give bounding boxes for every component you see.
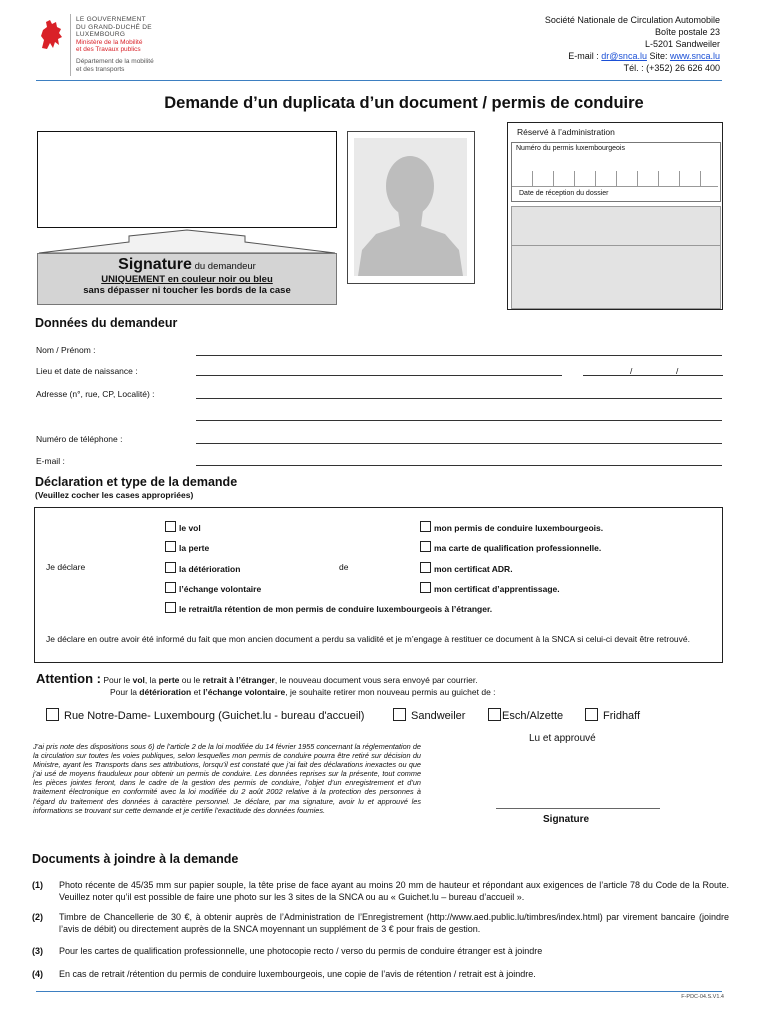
address-input-1[interactable]	[196, 398, 722, 399]
org-phone: Tél. : (+352) 26 626 400	[623, 63, 720, 73]
doc-text-4: En cas de retrait /rétention du permis de conduire luxembourgeois, une copie de l’avis de rétention / retrait est à joindre.	[59, 969, 536, 979]
office-options	[46, 708, 364, 722]
declaration-subheading: (Veuillez cocher les cases appropriées)	[35, 490, 194, 500]
checkbox-permis-lux[interactable]	[420, 521, 431, 532]
option-perte[interactable]: la perte	[165, 541, 209, 553]
doc-text-1: Photo récente de 45/35 mm sur papier souple, la tête prise de face ayant au moins 20 mm de hauteur et répondant aux exigences de l’article 78 du Code de la Route. Veuillez noter qu’il est possible de faire une photo sur les 3 sites de la SNCA ou au « Guichet.lu – bureau d’accueil ».	[59, 880, 729, 902]
person-silhouette-icon	[354, 138, 467, 276]
de-label: de	[339, 562, 349, 572]
checkbox-retrait-etranger[interactable]	[165, 602, 176, 613]
checkbox-office-esch[interactable]	[488, 708, 501, 721]
site-link[interactable]: www.snca.lu	[669, 51, 720, 61]
doc-num-2: (2)	[32, 912, 43, 922]
checkbox-office-sandweiler[interactable]	[393, 708, 406, 721]
option-adr[interactable]: mon certificat ADR.	[420, 562, 513, 574]
signature-field[interactable]	[37, 131, 337, 228]
checkbox-office-fridhaff[interactable]	[585, 708, 598, 721]
site-label: Site:	[646, 51, 670, 61]
office-esch[interactable]: Esch/Alzette	[488, 708, 563, 722]
birth-place-input[interactable]	[196, 375, 562, 376]
photo-frame[interactable]	[347, 131, 475, 284]
approval-text: Lu et approuvé	[529, 733, 596, 744]
up-arrow-shape	[37, 228, 337, 254]
declaration-statement: Je déclare en outre avoir été informé du fait que mon ancien document a perdu sa validité et je m’engage à restituer ce document à la SNCA si celui-ci devait être retrouvé.	[46, 634, 690, 644]
checkbox-echange[interactable]	[165, 582, 176, 593]
gov-line-1: LE GOUVERNEMENT	[76, 16, 146, 23]
phone-label: Numéro de téléphone :	[36, 434, 123, 444]
org-city: L-5201 Sandweiler	[644, 39, 720, 49]
org-name: Société Nationale de Circulation Automobile	[544, 15, 720, 25]
gov-line-2: DU GRAND-DUCHÉ DE LUXEMBOURG	[76, 23, 152, 39]
admin-date-label: Date de réception du dossier	[519, 190, 609, 197]
reception-date-field[interactable]	[511, 206, 721, 246]
signature-rule-1: UNIQUEMENT en couleur noir ou bleu	[101, 274, 273, 285]
applicant-heading: Données du demandeur	[35, 316, 178, 330]
option-retrait-etranger[interactable]: le retrait/la rétention de mon permis de conduire luxembourgeois à l’étranger.	[165, 602, 492, 614]
legal-notice: J’ai pris note des dispositions sous 6) de l’article 2 de la loi modifiée du 14 février 1955 concernant la réglementation de la circulation sur toutes les voies publiques, selon lesquelles mon permis de conduire pourra être retiré sur décision du Ministre, ayant les Transports dans ses attributions, lorsqu’il est constaté que j’ai fait des déclarations inexactes ou que j’ai usé de moyens frauduleux pour obtenir un permis de conduire. Les données reprises sur la présente, tout comme les pièces jointes feront, dans le cadre de la gestion des permis de conduire, l’objet d’un enregistrement et d’un traitement électronique en conformité avec la loi modifiée du 2 août 2002 relative à la protection des personnes à l’égard du traitement des données à caractère personnel. Je déclare, par ma signature, avoir lu et approuvé les informations se trouvant sur cette demande et je certifie l’exactitude des données fournies.	[33, 742, 421, 815]
gov-line-6: et des transports	[76, 65, 125, 73]
birth-date-sep-2: /	[676, 366, 679, 376]
signature-title: Signature	[118, 256, 192, 273]
doc-text-2: Timbre de Chancellerie de 30 €, à obtenir auprès de l’Administration de l’Enregistrement (http://www.aed.public.lu/timbres/index.html) par virement bancaire (joindre l’avis de débit) ou directement auprès de la SNCA moyennant un supplément de 3 € pour frais de gestion.	[59, 912, 729, 934]
red-lion-icon	[36, 18, 66, 52]
license-number-field[interactable]	[512, 171, 718, 187]
office-sandweiler[interactable]: Sandweiler	[393, 708, 465, 722]
birth-date-input[interactable]	[583, 375, 723, 376]
option-permis-lux[interactable]: mon permis de conduire luxembourgeois.	[420, 521, 603, 533]
gov-line-5: Département de la mobilité	[76, 57, 154, 65]
documents-heading: Documents à joindre à la demande	[32, 852, 239, 866]
option-apprentissage[interactable]: mon certificat d’apprentissage.	[420, 582, 560, 594]
admin-license-label: Numéro du permis luxembourgeois	[516, 145, 625, 152]
phone-input[interactable]	[196, 443, 722, 444]
signature-rule-2: sans dépasser ni toucher les bords de la case	[83, 285, 291, 296]
office-fridhaff[interactable]: Fridhaff	[585, 708, 640, 722]
signature-instructions	[37, 253, 337, 305]
address-input-2[interactable]	[196, 420, 722, 421]
option-echange[interactable]: l’échange volontaire	[165, 582, 261, 594]
declaration-box	[34, 507, 723, 663]
checkbox-perte[interactable]	[165, 541, 176, 552]
declaration-heading: Déclaration et type de la demande	[35, 475, 238, 489]
doc-num-4: (4)	[32, 969, 43, 979]
address-label: Adresse (n°, rue, CP, Localité) :	[36, 389, 155, 399]
checkbox-carte-qualif[interactable]	[420, 541, 431, 552]
birth-label: Lieu et date de naissance :	[36, 366, 138, 376]
je-declare-label: Je déclare	[46, 562, 86, 572]
footer-code: F-PDC-04.S.V1.4	[681, 994, 724, 1000]
option-carte-qualif[interactable]: ma carte de qualification professionnelle.	[420, 541, 601, 553]
attention-label: Attention :	[36, 671, 101, 686]
doc-num-1: (1)	[32, 880, 43, 890]
header-rule	[36, 80, 722, 81]
org-postbox: Boîte postale 23	[654, 27, 720, 37]
applicant-signature-line[interactable]	[496, 808, 660, 809]
option-deterioration[interactable]: la détérioration	[165, 562, 240, 574]
email-label: E-mail :	[568, 51, 602, 61]
footer-rule	[36, 991, 722, 992]
checkbox-vol[interactable]	[165, 521, 176, 532]
checkbox-deterioration[interactable]	[165, 562, 176, 573]
admin-reserved-box	[507, 122, 723, 310]
email-label-field: E-mail :	[36, 456, 65, 466]
checkbox-adr[interactable]	[420, 562, 431, 573]
name-input[interactable]	[196, 355, 722, 356]
doc-num-3: (3)	[32, 946, 43, 956]
government-logo	[36, 14, 196, 78]
name-label: Nom / Prénom :	[36, 345, 96, 355]
office-luxembourg[interactable]: Rue Notre-Dame- Luxembourg (Guichet.lu - bureau d'accueil)	[46, 710, 364, 722]
org-contact-block	[545, 14, 720, 74]
birth-date-sep-1: /	[630, 366, 633, 376]
doc-text-3: Pour les cartes de qualification professionnelle, une photocopie recto / verso du permis de conduire étranger est à joindre	[59, 946, 543, 956]
email-link[interactable]: dr@snca.lu	[601, 51, 647, 61]
gov-line-4: et des Travaux publics	[76, 46, 141, 54]
gov-line-3: Ministère de la Mobilité	[76, 38, 143, 46]
page-title: Demande d’un duplicata d’un document / permis de conduire	[164, 94, 644, 112]
attention-block: Attention : Pour le vol, la perte ou le retrait à l’étranger, le nouveau document vous sera envoyé par courrier.	[36, 671, 478, 686]
checkbox-office-luxembourg[interactable]	[46, 708, 59, 721]
admin-title: Réservé à l’administration	[517, 127, 615, 137]
signature-suffix: du demandeur	[191, 261, 256, 272]
option-vol[interactable]: le vol	[165, 521, 201, 533]
signature-caption: Signature	[543, 814, 590, 825]
checkbox-apprentissage[interactable]	[420, 582, 431, 593]
admin-stamp-area	[511, 245, 721, 309]
email-input[interactable]	[196, 465, 722, 466]
attention-line-2: Pour la détérioration et l’échange volontaire, je souhaite retirer mon nouveau permis au guichet de :	[110, 687, 496, 697]
